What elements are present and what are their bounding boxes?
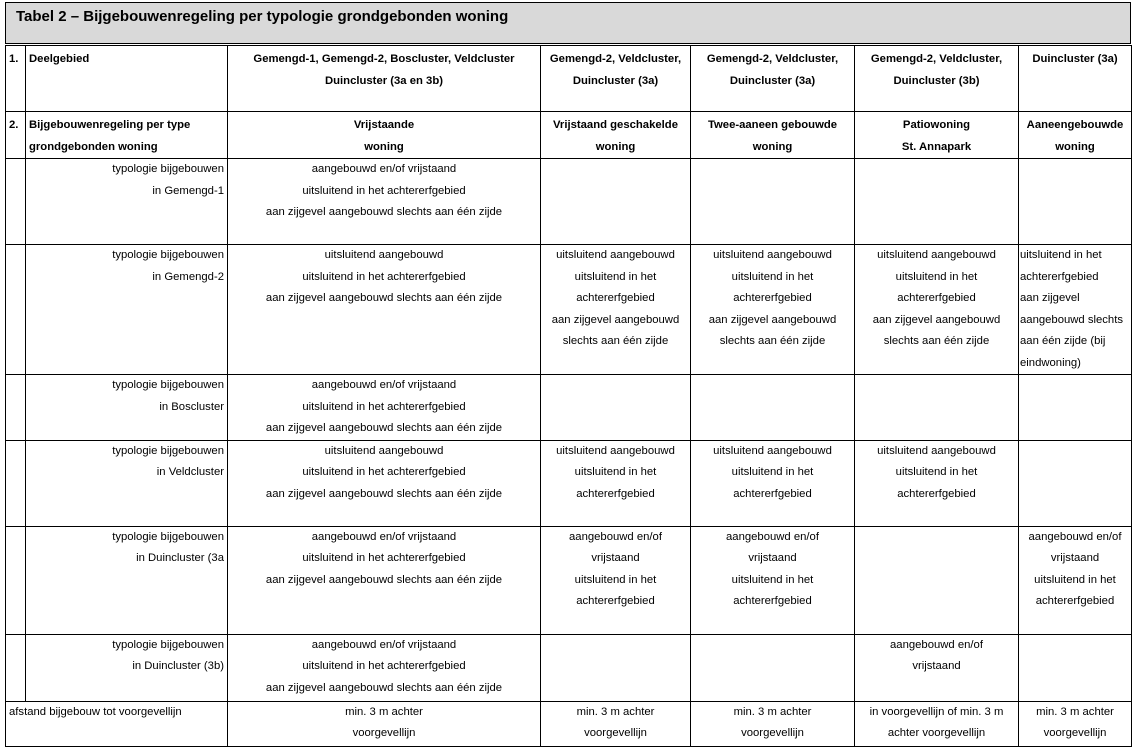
table-cell [1019, 245, 1132, 375]
cell-line: achtererfgebied [733, 487, 812, 500]
table-cell [228, 526, 541, 634]
cell-line: uitsluitend in het achtererfgebied [302, 552, 466, 564]
header-cell [691, 112, 855, 159]
cell-line: in Gemengd-2 [152, 270, 224, 283]
cell-line: aangebouwd en/of vrijstaand [311, 530, 457, 543]
table-cell [541, 701, 691, 746]
cell-line: voorgevellijn [1043, 727, 1107, 739]
cell-line: in Duincluster (3b) [132, 660, 224, 672]
header-cell [541, 112, 691, 159]
table-cell [228, 634, 541, 701]
cell-line: achtererfgebied [1035, 595, 1115, 607]
cell-line: uitsluitend in het [574, 573, 657, 586]
cell-line: uitsluitend in het [731, 270, 814, 283]
table-row-type [6, 112, 1132, 159]
cell-line: Aaneengebouwde [1026, 119, 1124, 131]
row-number-empty [6, 440, 26, 526]
table-cell [855, 634, 1019, 701]
header-cell [1019, 46, 1132, 112]
cell-line: uitsluitend aangebouwd [877, 444, 996, 457]
cell-line: aan zijgevel aangebouwd slechts aan één zijde [265, 681, 503, 694]
cell-line: voorgevellijn [352, 727, 416, 739]
header-cell [541, 46, 691, 112]
cell-line: uitsluitend in het [574, 466, 657, 478]
cell-line: vrijstaand [912, 660, 961, 672]
cell-line: min. 3 m achter [733, 705, 812, 718]
cell-line: aan zijgevel aangebouwd [872, 313, 1001, 326]
table-cell [1019, 634, 1132, 701]
cell-line: aan zijgevel aangebouwd slechts aan één zijde [265, 206, 503, 218]
cell-line: slechts aan één zijde [562, 335, 669, 347]
cell-line: Duincluster (3a) [1032, 53, 1118, 65]
table-cell [1019, 701, 1132, 746]
cell-line: Duincluster (3b) [893, 74, 980, 87]
row-number-empty [6, 634, 26, 701]
cell-line: grondgebonden woning [29, 140, 158, 153]
cell-line: aan één zijde (bij [1020, 335, 1106, 347]
cell-line: achtererfgebied [576, 487, 655, 500]
table-cell [228, 245, 541, 375]
cell-line: voorgevellijn [584, 727, 647, 739]
table-cell [541, 159, 691, 245]
table-cell [691, 526, 855, 634]
table-cell [228, 375, 541, 441]
cell-line: Bijgebouwenregeling per type [29, 119, 191, 131]
table-cell [541, 375, 691, 441]
cell-line: uitsluitend aangebouwd [324, 249, 444, 261]
cell-line: Vrijstaand geschakelde [553, 119, 678, 131]
cell-line: uitsluitend in het [1034, 573, 1116, 586]
cell-line: Patiowoning [902, 119, 971, 131]
cell-line: uitsluitend aangebouwd [713, 249, 832, 261]
table-cell [855, 701, 1019, 746]
table-cell [855, 526, 1019, 634]
header-cell [855, 112, 1019, 159]
row-label [26, 440, 228, 526]
cell-line: min. 3 m achter [345, 705, 423, 718]
cell-line: uitsluitend in het [895, 466, 978, 478]
table-row [6, 375, 1132, 441]
cell-line: aan zijgevel aangebouwd [551, 313, 680, 326]
cell-line: typologie bijgebouwen [112, 530, 224, 543]
cell-line: uitsluitend in het [895, 270, 978, 283]
cell-line: aan zijgevel aangebouwd slechts aan één zijde [265, 422, 503, 434]
row-number-empty [6, 159, 26, 245]
cell-line: Duincluster (3a) [729, 74, 816, 87]
cell-line: min. 3 m achter [576, 705, 655, 718]
cell-line: uitsluitend aangebouwd [713, 444, 832, 457]
cell-line: aangebouwd en/of [1028, 530, 1122, 543]
table-cell [228, 440, 541, 526]
cell-line: aangebouwd en/of [890, 638, 983, 651]
cell-line: aangebouwd slechts [1020, 313, 1124, 326]
cell-line: typologie bijgebouwen [112, 444, 224, 457]
cell-line: aan zijgevel aangebouwd [708, 313, 837, 326]
cell-line: in Veldcluster [156, 466, 224, 478]
cell-line: vrijstaand [748, 552, 797, 564]
row-label [26, 245, 228, 375]
cell-line: typologie bijgebouwen [112, 249, 224, 261]
cell-line: aan zijgevel aangebouwd slechts aan één zijde [265, 292, 503, 304]
table-cell [228, 159, 541, 245]
cell-line: achtererfgebied [576, 292, 655, 304]
cell-line: typologie bijgebouwen [112, 379, 224, 391]
cell-line: uitsluitend in het achtererfgebied [302, 270, 466, 283]
cell-line: St. Annapark [901, 140, 972, 153]
table-cell [855, 159, 1019, 245]
row-number-empty [6, 526, 26, 634]
table-cell [855, 375, 1019, 441]
header-cell [855, 46, 1019, 112]
table-title-bar [5, 2, 1131, 44]
cell-line: uitsluitend in het [574, 270, 657, 283]
row-number-empty [6, 375, 26, 441]
cell-line: Gemengd-1, Gemengd-2, Boscluster, Veldcluster [253, 53, 515, 65]
table-row [6, 634, 1132, 701]
table-cell [855, 440, 1019, 526]
cell-line: slechts aan één zijde [719, 335, 826, 347]
table-title: Tabel 2 – Bijgebouwenregeling per typologie grondgebonden woning [16, 8, 509, 25]
table-cell [541, 526, 691, 634]
table-cell [691, 701, 855, 746]
table-row [6, 245, 1132, 375]
cell-line: achtererfgebied [733, 292, 812, 304]
cell-line: aangebouwd en/of [726, 530, 819, 543]
cell-line: uitsluitend in het achtererfgebied [302, 184, 466, 197]
cell-line: uitsluitend aangebouwd [556, 444, 675, 457]
row-label-type [26, 112, 228, 159]
table-cell [691, 245, 855, 375]
table-cell [691, 634, 855, 701]
cell-line: vrijstaand [591, 552, 640, 564]
cell-line: Vrijstaande [353, 119, 415, 131]
table-row [6, 526, 1132, 634]
table-cell [691, 440, 855, 526]
table-cell [541, 634, 691, 701]
cell-line: woning [1055, 140, 1095, 153]
cell-line: uitsluitend in het achtererfgebied [302, 466, 466, 478]
cell-line: uitsluitend in het achtererfgebied [302, 400, 466, 413]
cell-line: achtererfgebied [897, 487, 976, 500]
table-row [6, 159, 1132, 245]
cell-line: aangebouwd en/of vrijstaand [311, 163, 457, 175]
cell-line: in Boscluster [159, 400, 224, 413]
table-cell [228, 701, 541, 746]
row-label [26, 375, 228, 441]
cell-line: uitsluitend in het [731, 466, 814, 478]
cell-line: Duincluster (3a en 3b) [324, 74, 444, 87]
cell-line: woning [364, 140, 404, 153]
cell-line: eindwoning) [1020, 356, 1081, 369]
row-number: 1. [6, 46, 26, 112]
cell-line: typologie bijgebouwen [112, 638, 224, 651]
cell-line: typologie bijgebouwen [112, 163, 224, 175]
row-number-empty [6, 245, 26, 375]
cell-line: uitsluitend in het [731, 573, 814, 586]
header-cell [691, 46, 855, 112]
row-label [26, 526, 228, 634]
cell-line: woning [752, 140, 793, 153]
row-label [26, 159, 228, 245]
cell-line: aangebouwd en/of vrijstaand [311, 379, 457, 391]
cell-line: voorgevellijn [741, 727, 804, 739]
cell-line: achtererfgebied [733, 595, 812, 607]
cell-line: aan zijgevel aangebouwd slechts aan één zijde [265, 487, 503, 500]
table-cell [541, 440, 691, 526]
table-cell [1019, 375, 1132, 441]
table-row-deelgebied [6, 46, 1132, 112]
cell-line: uitsluitend in het achtererfgebied [302, 660, 466, 672]
cell-line: uitsluitend in het [1020, 249, 1102, 261]
cell-line: in Duincluster (3a [136, 552, 224, 564]
cell-line: achtererfgebied [1020, 270, 1099, 283]
cell-line: in voorgevellijn of min. 3 m [869, 705, 1004, 718]
cell-line: in Gemengd-1 [152, 184, 224, 197]
cell-line: uitsluitend aangebouwd [556, 249, 675, 261]
row-label [26, 634, 228, 701]
row-label-deelgebied: Deelgebied [26, 46, 228, 112]
cell-line: aan zijgevel [1020, 292, 1080, 304]
cell-line: woning [595, 140, 636, 153]
table-cell [691, 375, 855, 441]
cell-line: Duincluster (3a) [572, 74, 659, 87]
cell-line: Gemengd-2, Veldcluster, [549, 53, 682, 65]
header-cell [1019, 112, 1132, 159]
cell-line: uitsluitend aangebouwd [877, 249, 996, 261]
cell-line: Twee-aaneen gebouwde [707, 119, 838, 131]
header-cell [228, 46, 541, 112]
table-cell [855, 245, 1019, 375]
cell-line: vrijstaand [1050, 552, 1100, 564]
cell-line: aangebouwd en/of [569, 530, 662, 543]
cell-line: Gemengd-2, Veldcluster, [870, 53, 1003, 65]
row-number: 2. [6, 112, 26, 159]
cell-line: uitsluitend aangebouwd [324, 444, 444, 457]
cell-line: Gemengd-2, Veldcluster, [706, 53, 839, 65]
row-label-afstand: afstand bijgebouw tot voorgevellijn [6, 701, 228, 746]
cell-line: aan zijgevel aangebouwd slechts aan één zijde [265, 573, 503, 586]
cell-line: achter voorgevellijn [887, 727, 986, 739]
table-cell [1019, 159, 1132, 245]
table-cell [1019, 526, 1132, 634]
table-row-afstand [6, 701, 1132, 746]
table-cell [541, 245, 691, 375]
table-cell [691, 159, 855, 245]
table-cell [1019, 440, 1132, 526]
cell-line: achtererfgebied [576, 595, 655, 607]
cell-line: slechts aan één zijde [883, 335, 990, 347]
cell-line: min. 3 m achter [1036, 705, 1114, 718]
header-cell [228, 112, 541, 159]
table-row [6, 440, 1132, 526]
bijgebouwen-table [5, 45, 1132, 747]
cell-line: achtererfgebied [897, 292, 976, 304]
cell-line: aangebouwd en/of vrijstaand [311, 638, 457, 651]
